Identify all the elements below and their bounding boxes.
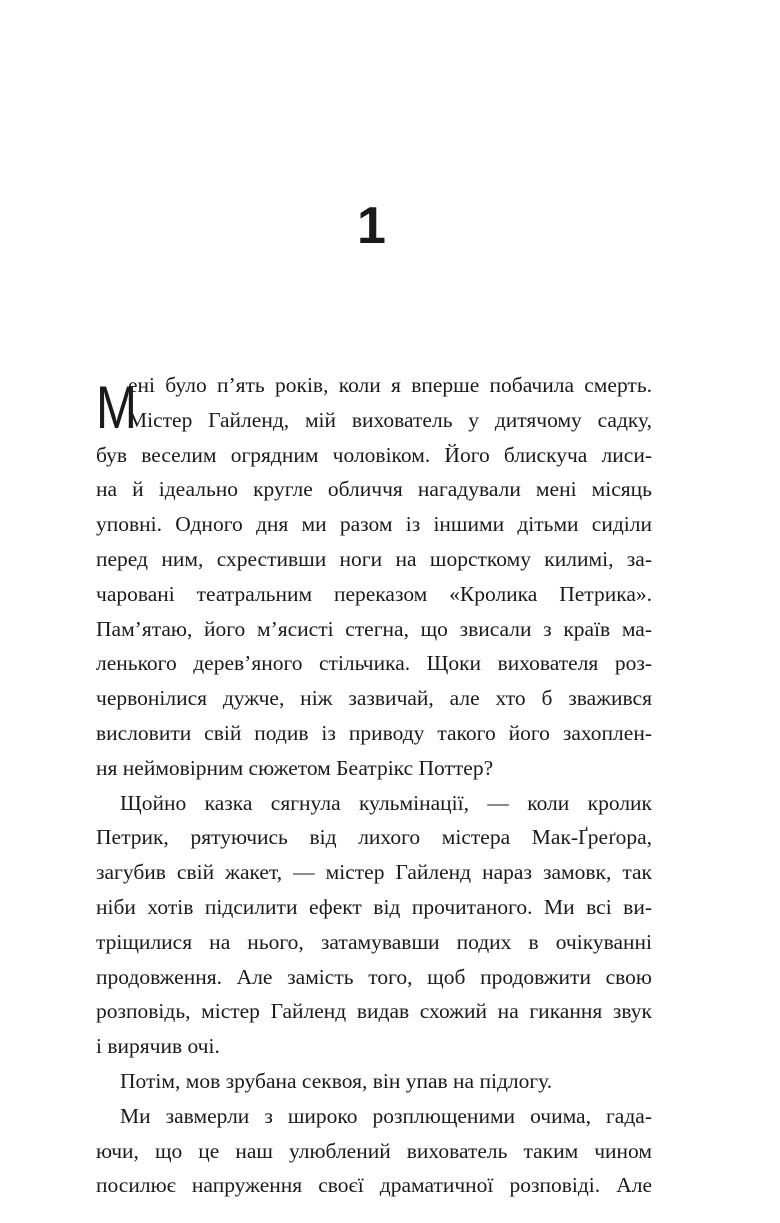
text-line: посилює напруження своєї драматичної розповіді. Але (96, 1173, 652, 1198)
text-line: Щойно казка сягнула кульмінації, — коли кролик (120, 790, 652, 815)
chapter-number: 1 (357, 197, 385, 255)
text-line: Ми завмерли з широко розплющеними очима, гада- (120, 1103, 652, 1128)
text-line: Містер Гайленд, мій вихователь у дитячому садку, (128, 407, 652, 432)
paragraph (96, 786, 652, 1064)
text-line: розповідь, містер Гайленд видав схожий на гикання звук (96, 999, 652, 1024)
text-line: був веселим огрядним чоловіком. Його блискуча лиси- (96, 442, 652, 467)
text-line: ючи, що це наш улюблений вихователь таким чином (96, 1138, 652, 1163)
text-line: уповні. Одного дня ми разом із іншими дітьми сиділи (96, 512, 652, 537)
text-line: і вирячив очі. (96, 1034, 220, 1059)
text-line: Петрик, рятуючись від лихого містера Мак-Ґреґора, (96, 825, 652, 850)
text-line: Пам’ятаю, його м’ясисті стегна, що звисали з країв ма- (96, 616, 652, 641)
text-line: загубив свій жакет, — містер Гайленд нараз замовк, так (96, 860, 652, 885)
text-line: ленького дерев’яного стільчика. Щоки вихователя роз- (96, 651, 652, 676)
text-line: ня неймовірним сюжетом Беатрікс Поттер? (96, 755, 494, 780)
text-line: висловити свій подив із приводу такого його захоплен- (96, 720, 652, 745)
text-line: продовження. Але замість того, щоб продовжити свою (96, 964, 652, 989)
drop-cap: М (96, 374, 136, 441)
text-line: на й ідеально кругле обличчя нагадували мені місяць (96, 477, 652, 502)
text-line: Потім, мов зрубана секвоя, він упав на підлогу. (120, 1068, 553, 1093)
paragraph (96, 1099, 652, 1203)
text-line: ніби хотів підсилити ефект від прочитаного. Ми всі ви- (96, 894, 652, 919)
paragraph (96, 368, 652, 786)
text-line: перед ним, схрестивши ноги на шорсткому килимі, за- (96, 546, 652, 571)
text-line: чаровані театральним переказом «Кролика Петрика». (96, 581, 652, 606)
text-line: ені було п’ять років, коли я вперше побачила смерть. (128, 373, 652, 397)
chapter-text (96, 368, 652, 1203)
text-line: червонілися дужче, ніж зазвичай, але хто б зважився (96, 686, 652, 711)
paragraph (96, 1064, 652, 1099)
text-line: тріщилися на нього, затамувавши подих в очікуванні (96, 929, 652, 954)
